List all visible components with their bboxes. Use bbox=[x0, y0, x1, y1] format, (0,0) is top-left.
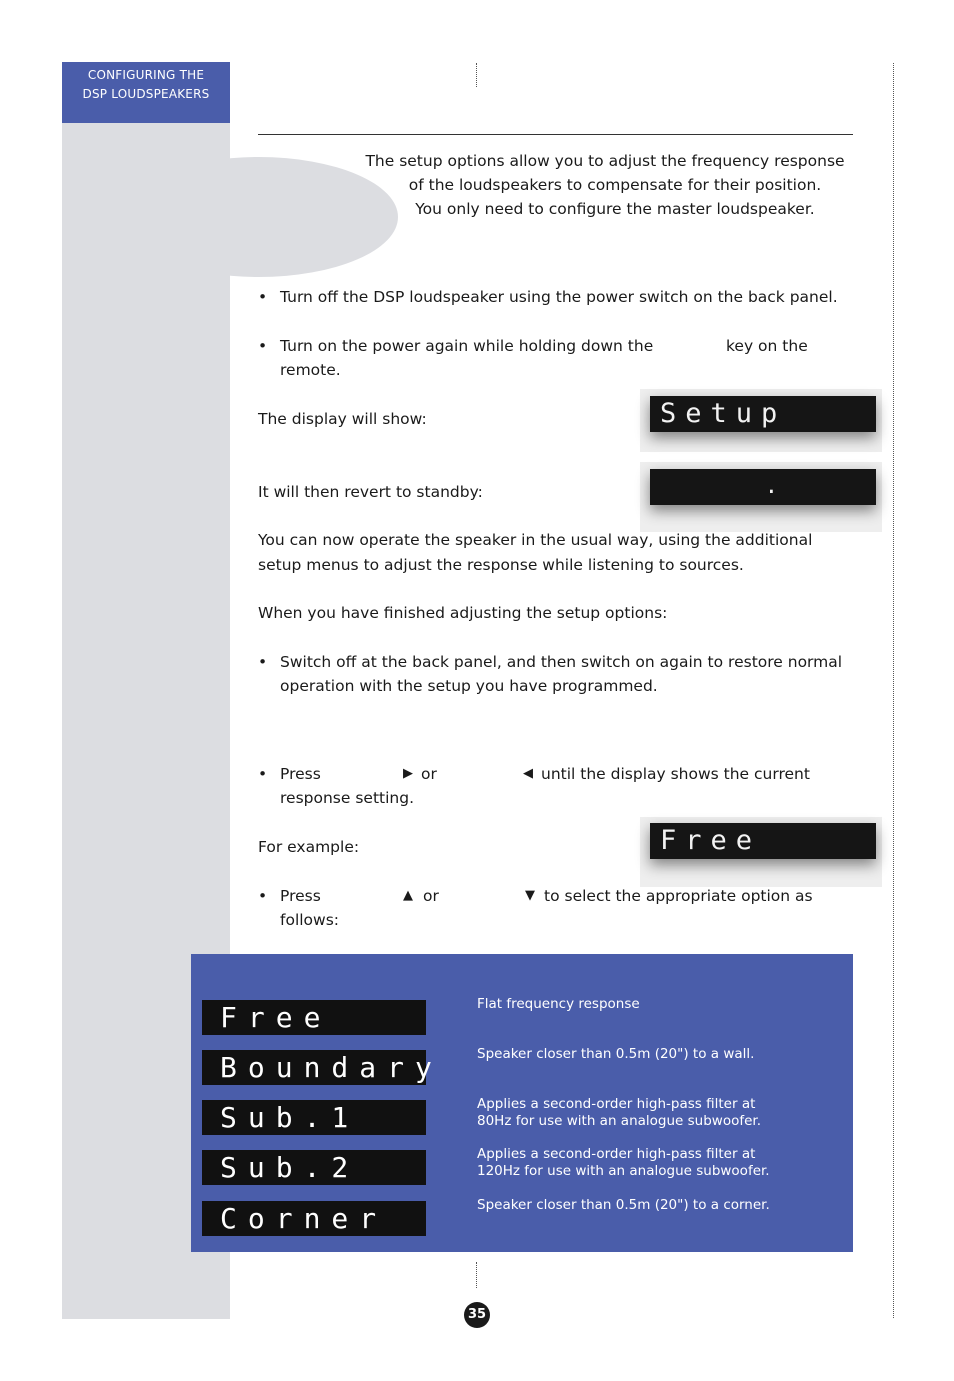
option-lcd-boundary: Boundary bbox=[202, 1050, 426, 1085]
option-desc-corner: Speaker closer than 0.5m (20") to a corner. bbox=[477, 1197, 770, 1213]
option-lcd-corner: Corner bbox=[202, 1201, 426, 1236]
select-label: to select the appropriate option as bbox=[544, 887, 813, 905]
section-tab-line1: CONFIGURING THE bbox=[87, 68, 205, 82]
finished-line: When you have finished adjusting the setup options: bbox=[258, 604, 668, 622]
header-rule bbox=[258, 134, 853, 135]
press-label-2: • Press bbox=[280, 884, 321, 908]
bottom-dotted-mark bbox=[476, 1262, 477, 1288]
section-tab-line2: DSP LOUDSPEAKERS bbox=[82, 87, 210, 101]
operate-line-1: You can now operate the speaker in the usual way, using the additional bbox=[258, 531, 813, 549]
option-desc-free: Flat frequency response bbox=[477, 996, 640, 1012]
option-desc-boundary: Speaker closer than 0.5m (20") to a wall. bbox=[477, 1046, 755, 1062]
intro-line-3: You only need to configure the master loudspeaker. bbox=[415, 200, 815, 218]
or-label-1: or bbox=[421, 765, 437, 783]
option-desc-sub2-line1: Applies a second-order high-pass filter at bbox=[477, 1146, 756, 1162]
until-label: until the display shows the current bbox=[541, 765, 810, 783]
operate-line-2: setup menus to adjust the response while listening to sources. bbox=[258, 556, 744, 574]
standby-label: It will then revert to standby: bbox=[258, 483, 483, 501]
option-lcd-free: Free bbox=[202, 1000, 426, 1035]
down-arrow-icon: ▼ bbox=[525, 888, 535, 903]
follows-label: follows: bbox=[280, 911, 340, 929]
example-label: For example: bbox=[258, 838, 360, 856]
decorative-ellipse-fill bbox=[120, 150, 230, 285]
intro-line-2: of the loudspeakers to compensate for their position. bbox=[408, 176, 822, 194]
section-tab bbox=[62, 62, 230, 123]
or-label-2: or bbox=[423, 887, 439, 905]
step-power-on-a: • Turn on the power again while holding down the bbox=[280, 334, 653, 358]
switch-off-line-1: • Switch off at the back panel, and then switch on again to restore normal bbox=[280, 650, 842, 674]
lcd-example-display: Free bbox=[650, 823, 876, 859]
right-dotted-margin bbox=[893, 63, 894, 1318]
option-desc-sub1-line1: Applies a second-order high-pass filter at bbox=[477, 1096, 756, 1112]
step-power-on-b: key on the bbox=[726, 337, 808, 355]
intro-line-1: The setup options allow you to adjust the frequency response bbox=[365, 152, 845, 170]
lcd-standby-display: . bbox=[650, 469, 876, 505]
lcd-setup-display: Setup bbox=[650, 396, 876, 432]
right-arrow-icon: ▶ bbox=[403, 766, 413, 781]
option-desc-sub2-line2: 120Hz for use with an analogue subwoofer. bbox=[477, 1163, 770, 1179]
option-lcd-sub2: Sub.2 bbox=[202, 1150, 426, 1185]
step-power-off: • Turn off the DSP loudspeaker using the power switch on the back panel. bbox=[280, 285, 838, 309]
left-arrow-icon: ◀ bbox=[523, 766, 533, 781]
display-label: The display will show: bbox=[258, 410, 427, 428]
step-power-on-c: remote. bbox=[280, 361, 341, 379]
press-label-1: • Press bbox=[280, 762, 321, 786]
response-setting-label: response setting. bbox=[280, 789, 414, 807]
options-panel bbox=[191, 954, 853, 1252]
top-dotted-mark bbox=[476, 63, 477, 87]
page-number: 35 bbox=[464, 1302, 490, 1328]
switch-off-line-2: operation with the setup you have programmed. bbox=[280, 677, 658, 695]
option-desc-sub1-line2: 80Hz for use with an analogue subwoofer. bbox=[477, 1113, 762, 1129]
up-arrow-icon: ▲ bbox=[403, 888, 413, 903]
option-lcd-sub1: Sub.1 bbox=[202, 1100, 426, 1135]
